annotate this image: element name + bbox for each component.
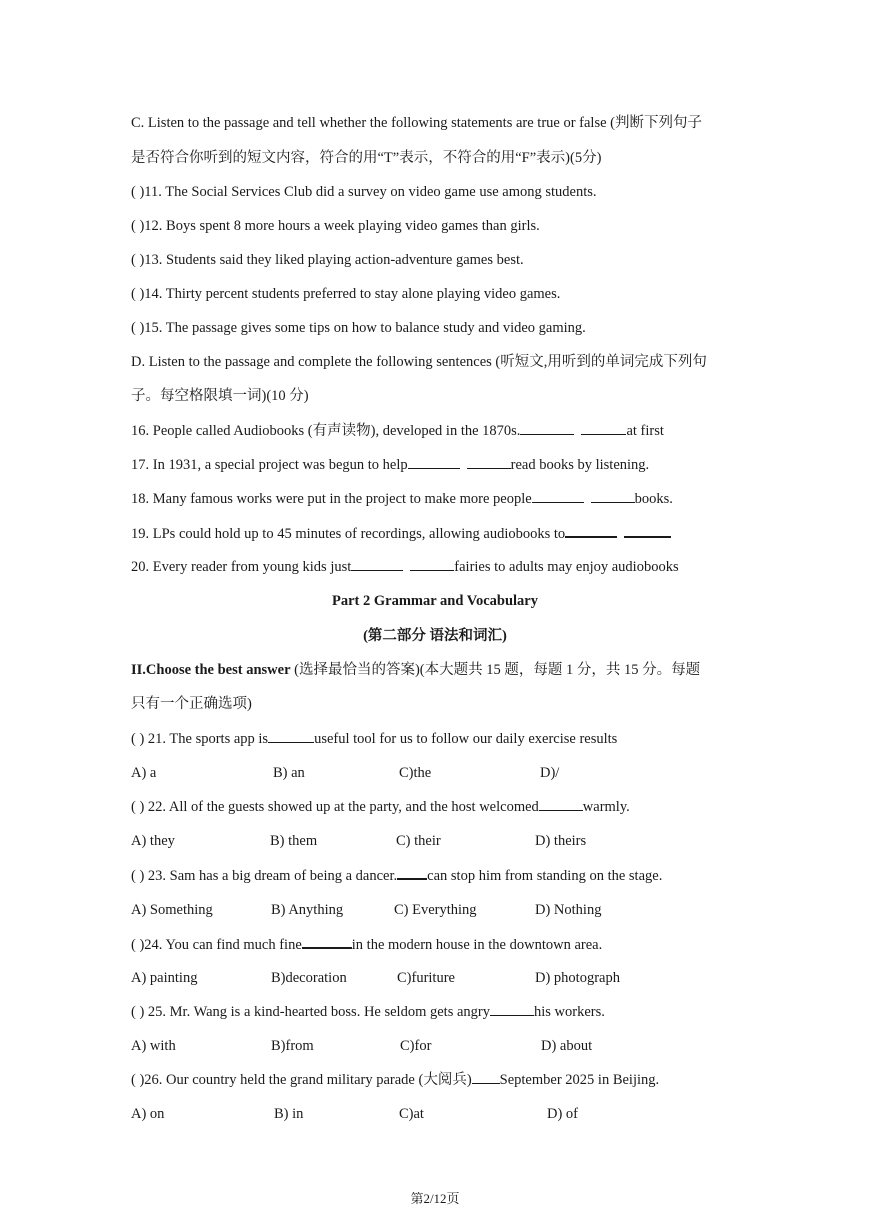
blank xyxy=(410,557,454,571)
q17-text-end: read books by listening. xyxy=(510,457,650,473)
page-number: 第2/12页 xyxy=(410,1191,460,1206)
q21-text-end: useful tool for us to follow our daily exercise results xyxy=(314,731,618,747)
blank xyxy=(467,455,511,469)
option-d: D) of xyxy=(547,1106,579,1122)
q16-text: 16. People called Audiobooks (有声读物), developed in the 1870s. xyxy=(131,423,521,439)
blank xyxy=(581,421,626,435)
blank xyxy=(539,797,583,811)
option-a: A) painting xyxy=(131,970,198,986)
question-25 xyxy=(131,1002,752,1022)
q22-text: ( ) 22. All of the guests showed up at the party, and the host welcomed xyxy=(131,799,539,815)
option-a: A) they xyxy=(131,833,175,849)
option-c: C)for xyxy=(400,1038,432,1054)
q18-text-end: books. xyxy=(634,491,673,507)
part2-title: Part 2 Grammar and Vocabulary xyxy=(332,593,538,609)
question-18 xyxy=(131,489,752,509)
q20-text: 20. Every reader from young kids just xyxy=(131,559,352,575)
question-12: ( )12. Boys spent 8 more hours a week playing video games than girls. xyxy=(131,218,540,234)
section-c-instruction-line2: 是否符合你听到的短文内容，符合的用“T”表示，不符合的用“F”表示)(5分) xyxy=(131,150,602,166)
question-21 xyxy=(131,729,752,749)
option-b: B) them xyxy=(270,833,318,849)
q25-options xyxy=(131,1036,751,1056)
section-ii-heading xyxy=(131,660,752,680)
option-b: B)from xyxy=(271,1038,314,1054)
question-17 xyxy=(131,455,752,475)
option-a: A) on xyxy=(131,1106,165,1122)
question-15: ( )15. The passage gives some tips on how to balance study and video gaming. xyxy=(131,320,586,336)
option-d: D) photograph xyxy=(535,970,620,986)
q26-text: ( )26. Our country held the grand military parade (大阅兵) xyxy=(131,1072,472,1088)
q24-text-end: in the modern house in the downtown area. xyxy=(351,937,603,953)
section-d-instruction xyxy=(131,352,752,372)
q19-text: 19. LPs could hold up to 45 minutes of recordings, allowing audiobooks to xyxy=(131,526,566,542)
blank xyxy=(397,865,427,880)
q24-text: ( )24. You can find much fine xyxy=(131,937,302,953)
q16-text-end: at first xyxy=(626,423,664,439)
section-c-instruction-cont xyxy=(131,148,752,168)
option-d: D) about xyxy=(541,1038,593,1054)
section-d-instruction-cont xyxy=(131,386,752,406)
blank xyxy=(591,489,635,503)
q21-text: ( ) 21. The sports app is xyxy=(131,731,269,747)
question-23 xyxy=(131,865,752,886)
blank xyxy=(565,523,617,538)
option-a: A) with xyxy=(131,1038,176,1054)
question-16 xyxy=(131,421,752,441)
q20-text-end: fairies to adults may enjoy audiobooks xyxy=(454,559,679,575)
blank xyxy=(268,729,314,743)
option-b: B) an xyxy=(273,765,305,781)
q17-text: 17. In 1931, a special project was begun to help xyxy=(131,457,408,473)
blank xyxy=(490,1002,534,1016)
q22-text-end: warmly. xyxy=(582,799,630,815)
blank xyxy=(472,1070,500,1084)
section-d-instruction-line2: 子。每空格限填一词)(10 分) xyxy=(131,388,309,404)
blank xyxy=(624,523,671,538)
q23-text: ( ) 23. Sam has a big dream of being a dancer. xyxy=(131,868,398,884)
q25-text-end: his workers. xyxy=(533,1004,605,1020)
q18-text: 18. Many famous works were put in the project to make more people xyxy=(131,491,532,507)
question-22 xyxy=(131,797,752,817)
option-c: C)the xyxy=(399,765,432,781)
section-c-instruction-line1: C. Listen to the passage and tell whether the following statements are true or false (判断下列句子 xyxy=(131,115,702,131)
question-26 xyxy=(131,1070,752,1090)
option-c: C) their xyxy=(396,833,441,849)
q22-options xyxy=(131,831,751,851)
q23-options xyxy=(131,900,751,920)
option-d: D) theirs xyxy=(535,833,587,849)
blank xyxy=(532,489,584,503)
question-14: ( )14. Thirty percent students preferred to stay alone playing video games. xyxy=(131,286,561,302)
option-a: A) a xyxy=(131,765,157,781)
section-c-instruction xyxy=(131,113,752,133)
option-d: D)/ xyxy=(540,765,560,781)
option-c: C)at xyxy=(399,1106,424,1122)
section-ii-heading-rest: (选择最恰当的答案)(本大题共 15 题，每题 1 分，共 15 分。每题 xyxy=(290,662,701,678)
question-20 xyxy=(131,557,752,577)
option-a: A) Something xyxy=(131,902,213,918)
blank xyxy=(520,421,574,435)
option-c: C) Everything xyxy=(394,902,477,918)
option-b: B) in xyxy=(274,1106,304,1122)
section-ii-heading-bold: II.Choose the best answer xyxy=(131,662,291,678)
section-ii-heading-cont: 只有一个正确选项) xyxy=(131,696,252,712)
question-13: ( )13. Students said they liked playing action-adventure games best. xyxy=(131,252,524,268)
blank xyxy=(351,557,403,571)
option-d: D) Nothing xyxy=(535,902,602,918)
q26-text-end: September 2025 in Beijing. xyxy=(499,1072,660,1088)
q21-options xyxy=(131,763,751,783)
section-d-instruction-line1: D. Listen to the passage and complete the following sentences (听短文,用听到的单词完成下列句 xyxy=(131,354,707,370)
q23-text-end: can stop him from standing on the stage. xyxy=(427,868,663,884)
q24-options xyxy=(131,968,751,988)
part2-subtitle: (第二部分 语法和词汇) xyxy=(363,628,507,644)
blank xyxy=(302,934,352,949)
question-11: ( )11. The Social Services Club did a survey on video game use among students. xyxy=(131,184,597,200)
option-b: B) Anything xyxy=(271,902,344,918)
question-19 xyxy=(131,523,752,544)
q25-text: ( ) 25. Mr. Wang is a kind-hearted boss. He seldom gets angry xyxy=(131,1004,490,1020)
q26-options xyxy=(131,1104,751,1124)
option-b: B)decoration xyxy=(271,970,347,986)
question-24 xyxy=(131,934,752,955)
blank xyxy=(408,455,460,469)
option-c: C)furiture xyxy=(397,970,455,986)
